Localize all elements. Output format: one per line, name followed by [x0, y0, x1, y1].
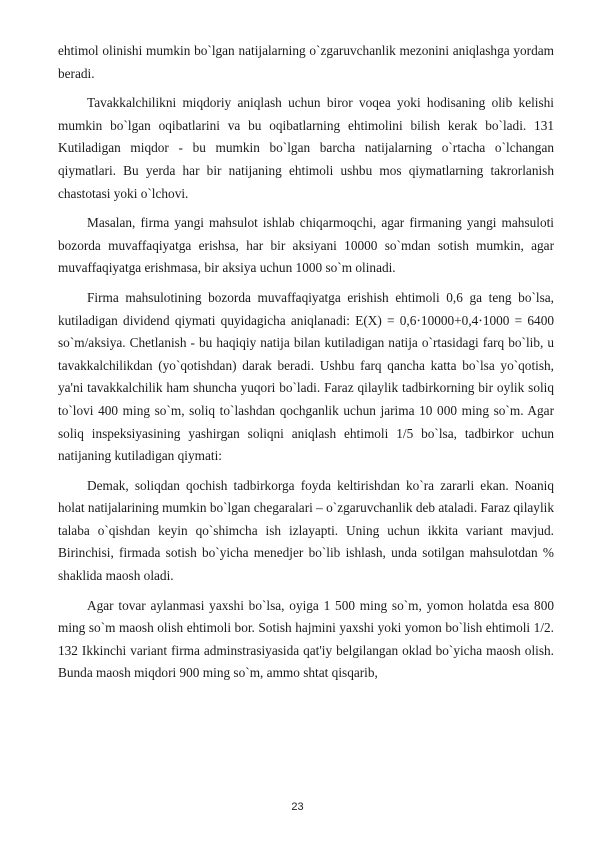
paragraph-5: Demak, soliqdan qochish tadbirkorga foyda keltirishdan ko`ra zararli ekan. Noaniq holat natijalarining mumkin bo`lgan chegaralari – o`zgaruvchanlik deb ataladi. Faraz qilaylik talaba o`qishdan keyin qo`shimcha ish izlayapti. Uning uchun ikkita variant mavjud. Birinchisi, firmada sotish bo`yicha menedjer bo`lib ishlash, unda sotilgan mahsulotdan % shaklida maosh oladi. [58, 477, 554, 584]
paragraph-6: Agar tovar aylanmasi yaxshi bo`lsa, oyiga 1 500 ming so`m, yomon holatda esa 800 ming so`m maosh olish ehtimoli bor. Sotish hajmini yaxshi yoki yomon bo`lish ehtimoli 1/2. 132 Ikkinchi variant firma adminstrasiyasida qat'iy belgilangan oklad bo`yicha maosh olish. Bunda maosh miqdori 900 ming so`m, ammo shtat qisqarib, [58, 597, 554, 681]
paragraph-2: Tavakkalchilikni miqdoriy aniqlash uchun biror voqea yoki hodisaning olib kelishi mumkin bo`lgan oqibatlarini va bu oqibatlarning ehtimolini bilish kerak bo`ladi. 131 Kutiladigan miqdor - bu mumkin bo`lgan barcha natijalarning o`rtacha o`lchangan qiymatlari. Bu yerda har bir natijaning ehtimoli ushbu mos qiymatlarning takrorlanish chastotasi yoki o`lchovi. [58, 95, 554, 201]
paragraph-3: Masalan, firma yangi mahsulot ishlab chiqarmoqchi, agar firmaning yangi mahsuloti bozorda muvaffaqiyatga erishsa, har bir aksiyani 10000 so`mdan sotish mumkin, agar muvaffaqiyatga erishmasa, bir aksiya uchun 1000 so`m olinadi. [58, 215, 554, 276]
paragraph-4: Firma mahsulotining bozorda muvaffaqiyatga erishish ehtimoli 0,6 ga teng bo`lsa, kutiladigan dividend qiymati quyidagicha aniqlanadi: E(X) = 0,6⋅10000+0,4⋅1000 = 6400 so`m/aksiya. Chetlanish - bu haqiqiy natija bilan kutiladigan natija o`rtasidagi farq bo`lib, u tavakkalchilikdan (yo`qotishdan) darak beradi. Ushbu farq qancha katta bo`lsa yo`qotish, ya'ni tavakkalchilik ham shuncha yuqori bo`ladi. Faraz qilaylik tadbirkorning bir oylik soliq to`lovi 400 ming so`m, soliq to`lashdan qochganlik uchun jarima 10 000 ming so`m. Agar soliq inspeksiyasining yashirgan soliqni aniqlash ehtimoli 1/5 bo`lsa, tadbirkor uchun natijaning kutiladigan qiymati: [58, 289, 554, 464]
page-number: 23 [291, 801, 304, 813]
document-body [58, 40, 554, 685]
paragraph-1: ehtimol olinishi mumkin bo`lgan natijalarning o`zgaruvchanlik mezonini aniqlashga yordam beradi. [58, 43, 554, 81]
